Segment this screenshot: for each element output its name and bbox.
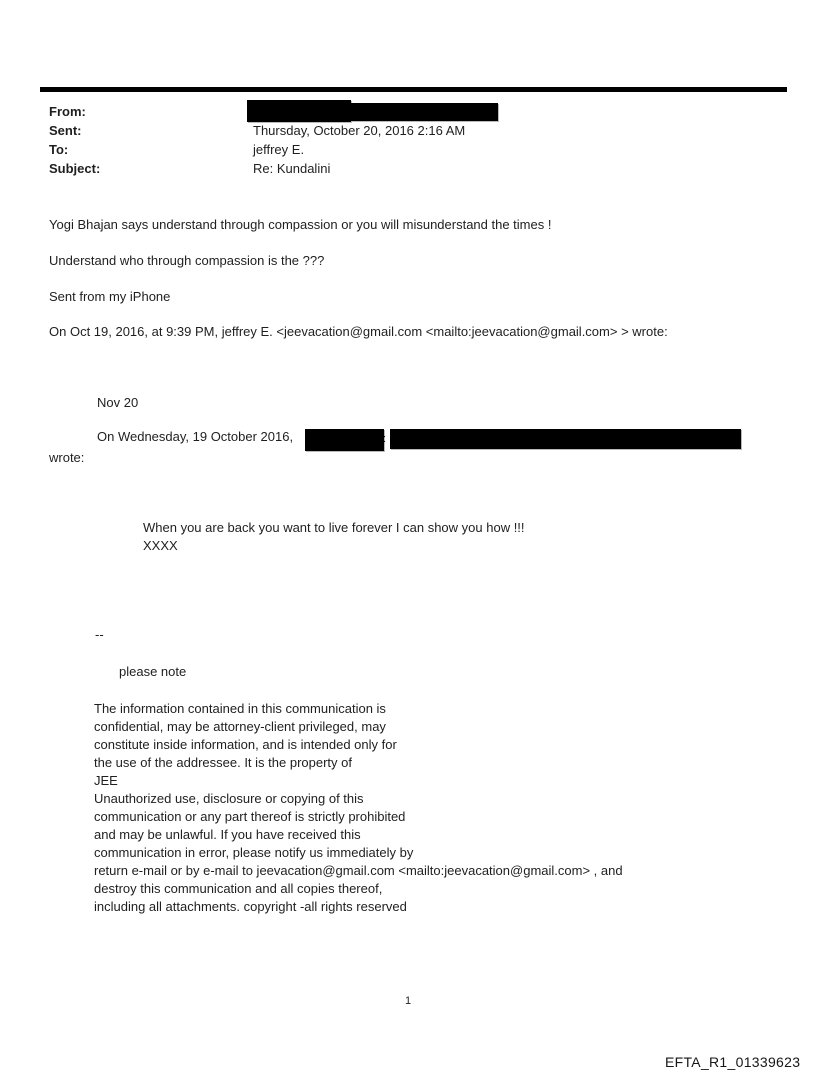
disclaimer-line: return e-mail or by e-mail to jeevacation@gmail.com <mailto:jeevacation@gmail.com> , and [94,863,623,878]
disclaimer-line: communication or any part thereof is strictly prohibited [94,809,406,824]
disclaimer-line: and may be unlawful. If you have received this [94,827,361,842]
disclaimer-line: communication in error, please notify us immediately by [94,845,414,860]
header-subject-value: Re: Kundalini [253,161,331,176]
header-to-value: jeffrey E. [253,142,305,157]
header-subject-label: Subject: [49,161,101,176]
redaction-gap-glyph: : [383,433,387,445]
quoted-message-line-1: When you are back you want to live forever I can show you how !!! [143,520,525,535]
header-divider-rule [40,87,787,92]
please-note-label: please note [119,664,187,679]
page-number: 1 [404,995,412,1007]
signature-separator: -- [95,627,104,642]
header-sent-value: Thursday, October 20, 2016 2:16 AM [253,123,466,138]
redaction-bar-wed-1 [305,429,387,451]
body-paragraph-2: Understand who through compassion is the ??? [49,253,325,268]
body-signature: Sent from my iPhone [49,289,171,304]
body-quote-intro: On Oct 19, 2016, at 9:39 PM, jeffrey E. <jeevacation@gmail.com <mailto:jeevacation@gmail.com> > wrote: [49,324,668,339]
disclaimer-line: constitute inside information, and is intended only for [94,737,397,752]
disclaimer-line: including all attachments. copyright -all rights reserved [94,899,407,914]
redaction-bar-from-1 [247,100,351,122]
header-from-label: From: [49,104,86,119]
redaction-bar-wed-2 [390,429,741,449]
header-sent-label: Sent: [49,123,82,138]
redaction-bar-from-2 [350,103,498,121]
quoted-message-line-2: XXXX [143,538,178,553]
disclaimer-line: confidential, may be attorney-client privileged, may [94,719,386,734]
disclaimer-line: The information contained in this communication is [94,701,386,716]
disclaimer-line: JEE [94,773,118,788]
quoted-wrote-suffix: wrote: [49,450,85,465]
disclaimer-line: Unauthorized use, disclosure or copying of this [94,791,364,806]
quoted-date-line: Nov 20 [97,395,139,410]
disclaimer-line: destroy this communication and all copies thereof, [94,881,383,896]
bates-number: EFTA_R1_01339623 [665,1054,801,1070]
disclaimer-line: the use of the addressee. It is the property of [94,755,352,770]
header-to-label: To: [49,142,69,157]
quoted-wednesday-line: On Wednesday, 19 October 2016, [97,429,294,444]
body-paragraph-1: Yogi Bhajan says understand through compassion or you will misunderstand the times ! [49,217,552,232]
